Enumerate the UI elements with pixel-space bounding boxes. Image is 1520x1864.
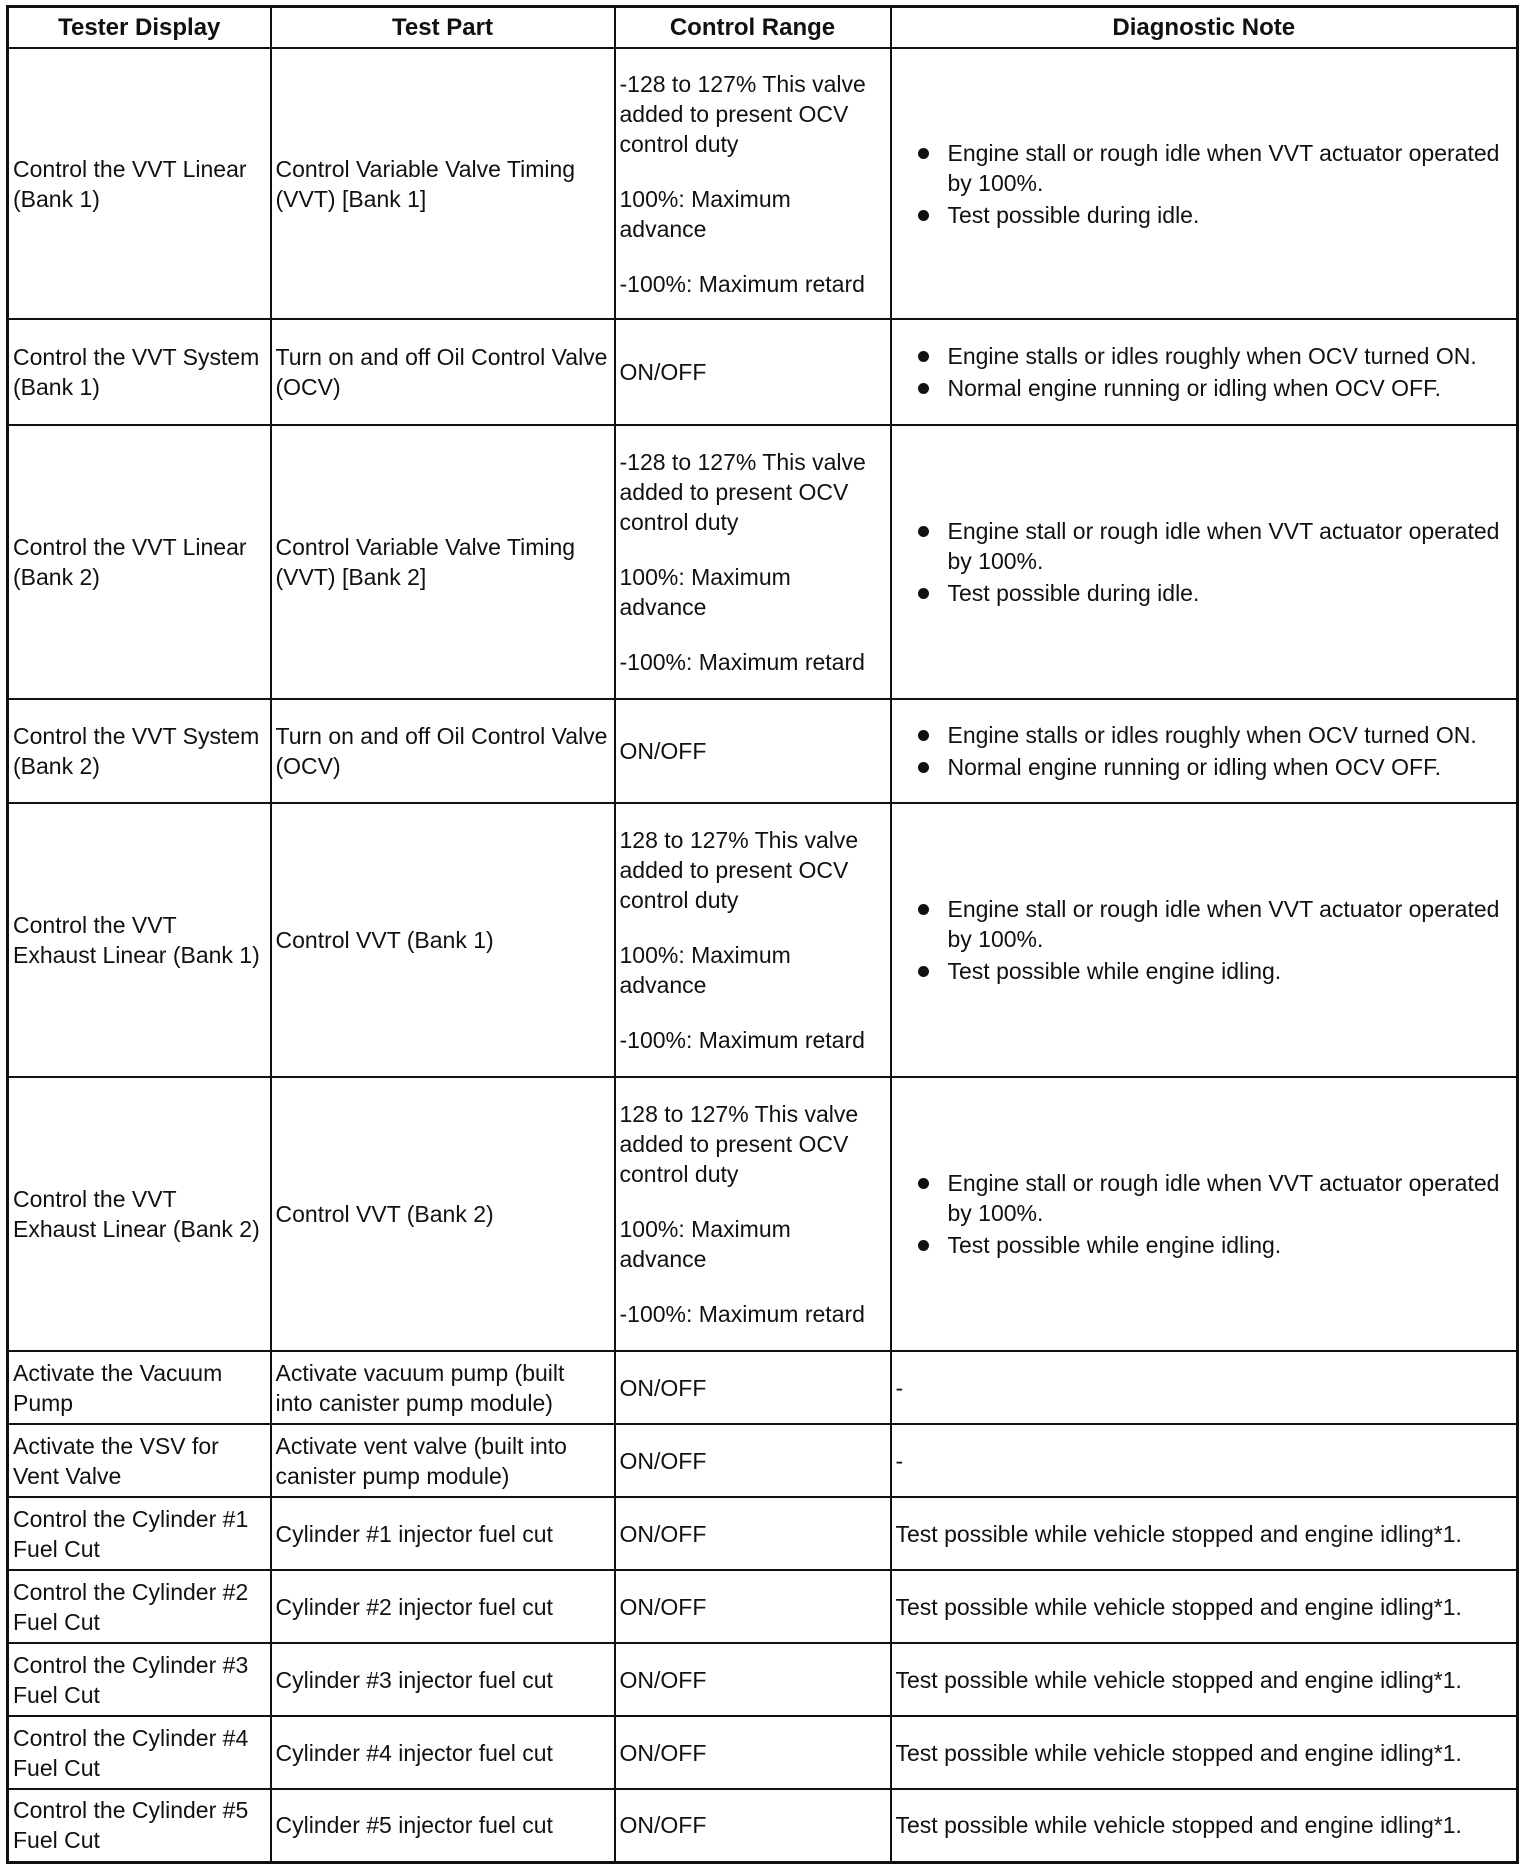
diagnostic-note-cell bbox=[891, 425, 1518, 699]
tester-display-cell: Control the VVT Linear (Bank 2) bbox=[8, 425, 271, 699]
table-row bbox=[8, 319, 1518, 425]
control-range-cell: ON/OFF bbox=[615, 1351, 891, 1424]
control-range-cell: ON/OFF bbox=[615, 1497, 891, 1570]
diagnostic-note-cell bbox=[891, 319, 1518, 425]
control-range-cell: ON/OFF bbox=[615, 1570, 891, 1643]
table-row bbox=[8, 1497, 1518, 1570]
table-row bbox=[8, 48, 1518, 319]
control-range-cell: ON/OFF bbox=[615, 1643, 891, 1716]
note-item: Engine stalls or idles roughly when OCV turned ON. bbox=[896, 341, 1511, 371]
table-row bbox=[8, 1351, 1518, 1424]
tester-display-cell: Control the Cylinder #2 Fuel Cut bbox=[8, 1570, 271, 1643]
diagnostic-note-cell: - bbox=[891, 1351, 1518, 1424]
tester-display-cell: Control the Cylinder #3 Fuel Cut bbox=[8, 1643, 271, 1716]
range-line: 100%: Maximum advance bbox=[619, 185, 791, 242]
range-line: 128 to 127% This valve added to present OCV control duty bbox=[619, 827, 859, 913]
range-line: 100%: Maximum advance bbox=[619, 942, 791, 998]
note-list bbox=[896, 894, 1511, 986]
note-item: Normal engine running or idling when OCV OFF. bbox=[896, 373, 1511, 403]
note-item: Engine stall or rough idle when VVT actuator operated by 100%. bbox=[896, 516, 1511, 576]
tester-display-cell: Control the VVT Exhaust Linear (Bank 1) bbox=[8, 803, 271, 1077]
note-list bbox=[896, 516, 1511, 608]
control-range-cell: ON/OFF bbox=[615, 1789, 891, 1862]
diagnostic-note-cell: Test possible while vehicle stopped and engine idling*1. bbox=[891, 1789, 1518, 1862]
range-line: -128 to 127% This valve added to present OCV control duty bbox=[619, 70, 866, 157]
note-item: Test possible while engine idling. bbox=[896, 956, 1511, 986]
tester-display-cell: Control the Cylinder #1 Fuel Cut bbox=[8, 1497, 271, 1570]
note-list bbox=[896, 720, 1511, 782]
range-line: -128 to 127% This valve added to present OCV control duty bbox=[619, 449, 866, 535]
test-part-cell: Cylinder #1 injector fuel cut bbox=[271, 1497, 615, 1570]
diagnostic-note-cell: Test possible while vehicle stopped and engine idling*1. bbox=[891, 1716, 1518, 1789]
tester-display-cell: Activate the VSV for Vent Valve bbox=[8, 1424, 271, 1497]
range-line: -100%: Maximum retard bbox=[619, 649, 865, 675]
note-item: Normal engine running or idling when OCV OFF. bbox=[896, 752, 1511, 782]
table-row bbox=[8, 425, 1518, 699]
table-row bbox=[8, 1424, 1518, 1497]
table-row bbox=[8, 1643, 1518, 1716]
diagnostic-note-cell bbox=[891, 699, 1518, 803]
note-item: Test possible during idle. bbox=[896, 578, 1511, 608]
note-list bbox=[896, 138, 1511, 230]
control-range-cell: ON/OFF bbox=[615, 1424, 891, 1497]
test-part-cell: Control VVT (Bank 2) bbox=[271, 1077, 615, 1351]
control-range-cell bbox=[615, 699, 891, 803]
note-item: Engine stalls or idles roughly when OCV turned ON. bbox=[896, 720, 1511, 750]
test-part-cell: Control Variable Valve Timing (VVT) [Bank 2] bbox=[271, 425, 615, 699]
test-part-cell: Cylinder #4 injector fuel cut bbox=[271, 1716, 615, 1789]
test-part-cell: Turn on and off Oil Control Valve (OCV) bbox=[271, 319, 615, 425]
diagnostic-note-cell bbox=[891, 803, 1518, 1077]
diagnostic-note-cell: Test possible while vehicle stopped and engine idling*1. bbox=[891, 1570, 1518, 1643]
note-item: Engine stall or rough idle when VVT actuator operated by 100%. bbox=[896, 894, 1511, 954]
tester-display-cell: Control the Cylinder #4 Fuel Cut bbox=[8, 1716, 271, 1789]
header-tester-display: Tester Display bbox=[8, 7, 271, 49]
tester-display-cell: Control the VVT System (Bank 1) bbox=[8, 319, 271, 425]
control-range-cell bbox=[615, 48, 891, 319]
range-line: ON/OFF bbox=[619, 359, 707, 385]
range-line: 128 to 127% This valve added to present OCV control duty bbox=[619, 1101, 859, 1187]
tester-display-cell: Activate the Vacuum Pump bbox=[8, 1351, 271, 1424]
range-line: ON/OFF bbox=[619, 738, 707, 764]
test-part-cell: Cylinder #5 injector fuel cut bbox=[271, 1789, 615, 1862]
table-row bbox=[8, 1570, 1518, 1643]
note-item: Engine stall or rough idle when VVT actuator operated by 100%. bbox=[896, 138, 1511, 198]
test-part-cell: Control Variable Valve Timing (VVT) [Bank 1] bbox=[271, 48, 615, 319]
header-control-range: Control Range bbox=[615, 7, 891, 49]
test-part-cell: Activate vacuum pump (built into canister pump module) bbox=[271, 1351, 615, 1424]
range-line: 100%: Maximum advance bbox=[619, 564, 791, 620]
control-range-cell bbox=[615, 803, 891, 1077]
test-part-cell: Cylinder #3 injector fuel cut bbox=[271, 1643, 615, 1716]
diagnostic-note-cell: Test possible while vehicle stopped and engine idling*1. bbox=[891, 1497, 1518, 1570]
range-line: -100%: Maximum retard bbox=[619, 270, 865, 297]
control-range-cell bbox=[615, 319, 891, 425]
header-diagnostic-note: Diagnostic Note bbox=[891, 7, 1518, 49]
tester-display-cell: Control the VVT Exhaust Linear (Bank 2) bbox=[8, 1077, 271, 1351]
note-item: Test possible while engine idling. bbox=[896, 1230, 1511, 1260]
table-row bbox=[8, 699, 1518, 803]
test-part-cell: Control VVT (Bank 1) bbox=[271, 803, 615, 1077]
diagnostic-note-cell: - bbox=[891, 1424, 1518, 1497]
note-item: Test possible during idle. bbox=[896, 200, 1511, 230]
table-wrapper bbox=[6, 5, 1519, 1864]
table-row bbox=[8, 1789, 1518, 1862]
diagnostic-note-cell: Test possible while vehicle stopped and engine idling*1. bbox=[891, 1643, 1518, 1716]
tester-display-cell: Control the Cylinder #5 Fuel Cut bbox=[8, 1789, 271, 1862]
tester-display-cell: Control the VVT System (Bank 2) bbox=[8, 699, 271, 803]
table-row bbox=[8, 1077, 1518, 1351]
range-line: 100%: Maximum advance bbox=[619, 1216, 791, 1272]
test-part-cell: Turn on and off Oil Control Valve (OCV) bbox=[271, 699, 615, 803]
diagnostic-note-cell bbox=[891, 1077, 1518, 1351]
test-part-cell: Activate vent valve (built into canister pump module) bbox=[271, 1424, 615, 1497]
active-test-table bbox=[6, 5, 1519, 1864]
diagnostic-note-cell bbox=[891, 48, 1518, 319]
note-list bbox=[896, 341, 1511, 403]
control-range-cell: ON/OFF bbox=[615, 1716, 891, 1789]
header-row bbox=[8, 7, 1518, 49]
table-row bbox=[8, 803, 1518, 1077]
control-range-cell bbox=[615, 425, 891, 699]
note-list bbox=[896, 1168, 1511, 1260]
note-item: Engine stall or rough idle when VVT actuator operated by 100%. bbox=[896, 1168, 1511, 1228]
range-line: -100%: Maximum retard bbox=[619, 1027, 865, 1053]
table-row bbox=[8, 1716, 1518, 1789]
tester-display-cell: Control the VVT Linear (Bank 1) bbox=[8, 48, 271, 319]
header-test-part: Test Part bbox=[271, 7, 615, 49]
test-part-cell: Cylinder #2 injector fuel cut bbox=[271, 1570, 615, 1643]
range-line: -100%: Maximum retard bbox=[619, 1301, 865, 1327]
control-range-cell bbox=[615, 1077, 891, 1351]
